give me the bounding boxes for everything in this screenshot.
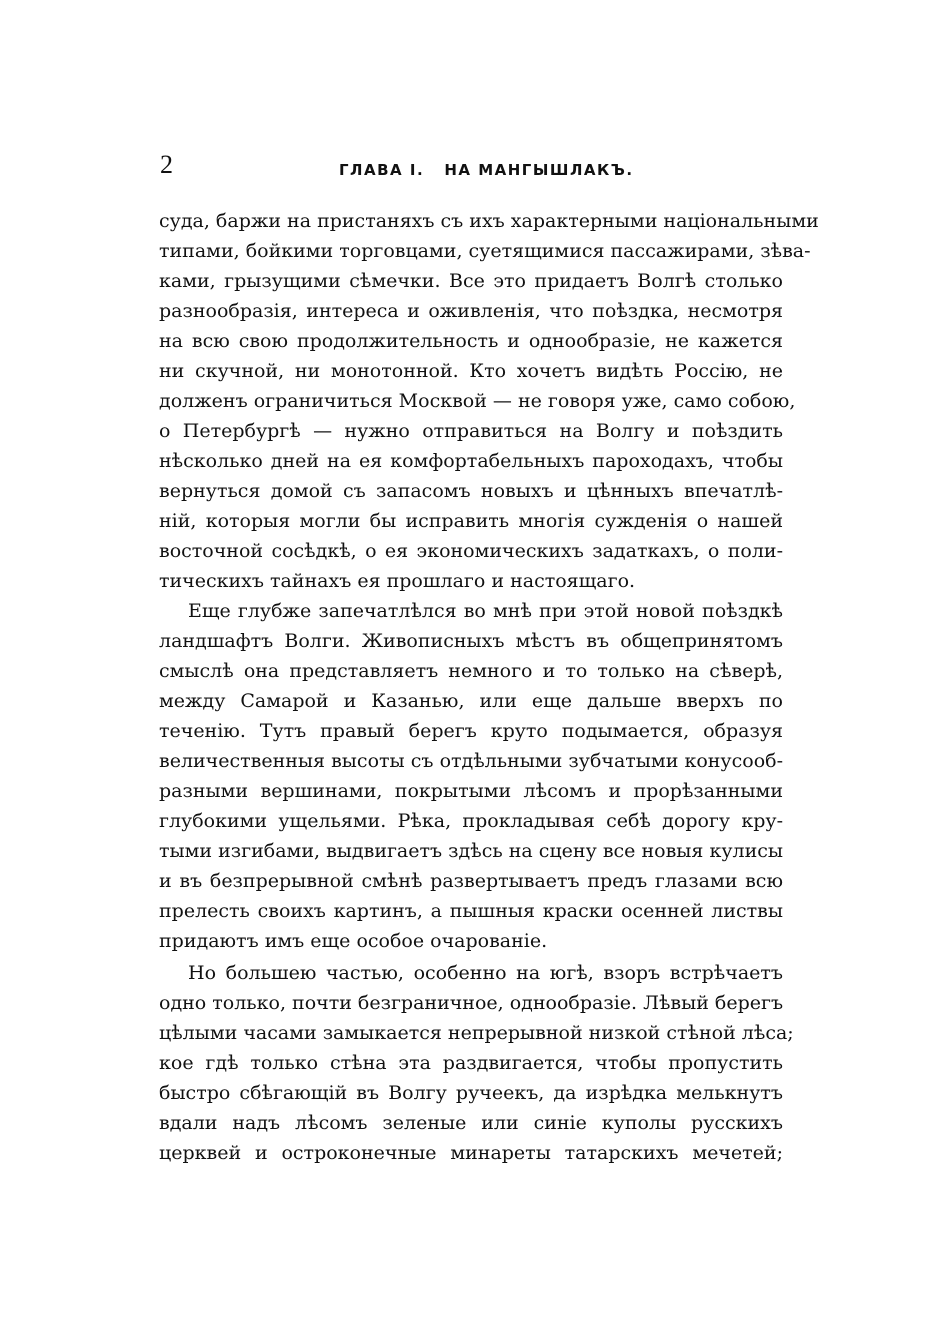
text-line: вернуться домой съ запасомъ новыхъ и цѣнныхъ впечатлѣ-	[159, 480, 783, 502]
text-line: вдали надъ лѣсомъ зеленые или синіе куполы русскихъ	[159, 1112, 783, 1134]
text-line: церквей и остроконечные минареты татарскихъ мечетей;	[159, 1142, 783, 1164]
text-line: разными вершинами, покрытыми лѣсомъ и прорѣзанными	[159, 780, 783, 802]
text-line: нѣсколько дней на ея комфортабельныхъ пароходахъ, чтобы	[159, 450, 783, 472]
paragraph-first-line: Но большею частью, особенно на югѣ, взоръ встрѣчаетъ	[188, 962, 783, 984]
text-line: тическихъ тайнахъ ея прошлаго и настоящаго.	[159, 570, 636, 592]
text-line: глубокими ущельями. Рѣка, прокладывая себѣ дорогу кру-	[159, 810, 783, 832]
text-line: ни скучной, ни монотонной. Кто хочетъ видѣть Россію, не	[159, 360, 783, 382]
text-line: ній, которыя могли бы исправить многія сужденія о нашей	[159, 510, 783, 532]
text-line: ландшафтъ Волги. Живописныхъ мѣстъ въ общепринятомъ	[159, 630, 783, 652]
text-line: о Петербургѣ — нужно отправиться на Волгу и поѣздить	[159, 420, 783, 442]
text-line: одно только, почти безграничное, однообразіе. Лѣвый берегъ	[159, 992, 784, 1014]
text-line: тыми изгибами, выдвигаетъ здѣсь на сцену все новыя кулисы	[159, 840, 783, 862]
page-number: 2	[160, 150, 173, 179]
paragraph-first-line: Еще глубже запечатлѣлся во мнѣ при этой новой поѣздкѣ	[188, 600, 783, 622]
text-line: между Самарой и Казанью, или еще дальше вверхъ по	[159, 690, 783, 712]
text-line: суда, баржи на пристаняхъ съ ихъ характерными національными	[159, 210, 819, 232]
text-line: смыслѣ она представляетъ немного и то только на сѣверѣ,	[159, 660, 783, 682]
text-line: придаютъ имъ еще особое очарованіе.	[159, 930, 548, 952]
text-line: прелесть своихъ картинъ, а пышныя краски осенней листвы	[159, 900, 783, 922]
text-line: долженъ ограничиться Москвой — не говоря уже, само собою,	[159, 390, 796, 412]
text-line: быстро сбѣгающій въ Волгу ручеекъ, да изрѣдка мелькнутъ	[159, 1082, 783, 1104]
text-line: разнообразія, интереса и оживленія, что поѣздка, несмотря	[159, 300, 783, 322]
running-head: ГЛАВА I. НА МАНГЫШЛАКЪ.	[339, 161, 634, 179]
text-line: и въ безпрерывной смѣнѣ развертываетъ предъ глазами всю	[159, 870, 783, 892]
text-line: типами, бойкими торговцами, суетящимися пассажирами, зѣва-	[159, 240, 811, 262]
text-line: цѣлыми часами замыкается непрерывной низкой стѣной лѣса;	[159, 1022, 794, 1044]
text-line: величественныя высоты съ отдѣльными зубчатыми конусооб-	[159, 750, 783, 772]
text-line: восточной сосѣдкѣ, о ея экономическихъ задаткахъ, о поли-	[159, 540, 783, 562]
text-line: кое гдѣ только стѣна эта раздвигается, чтобы пропустить	[159, 1052, 783, 1074]
text-line: на всю свою продолжительность и однообразіе, не кажется	[159, 330, 783, 352]
text-line: ками, грызущими сѣмечки. Все это придаетъ Волгѣ столько	[159, 270, 783, 292]
text-line: теченію. Тутъ правый берегъ круто подымается, образуя	[159, 720, 783, 742]
